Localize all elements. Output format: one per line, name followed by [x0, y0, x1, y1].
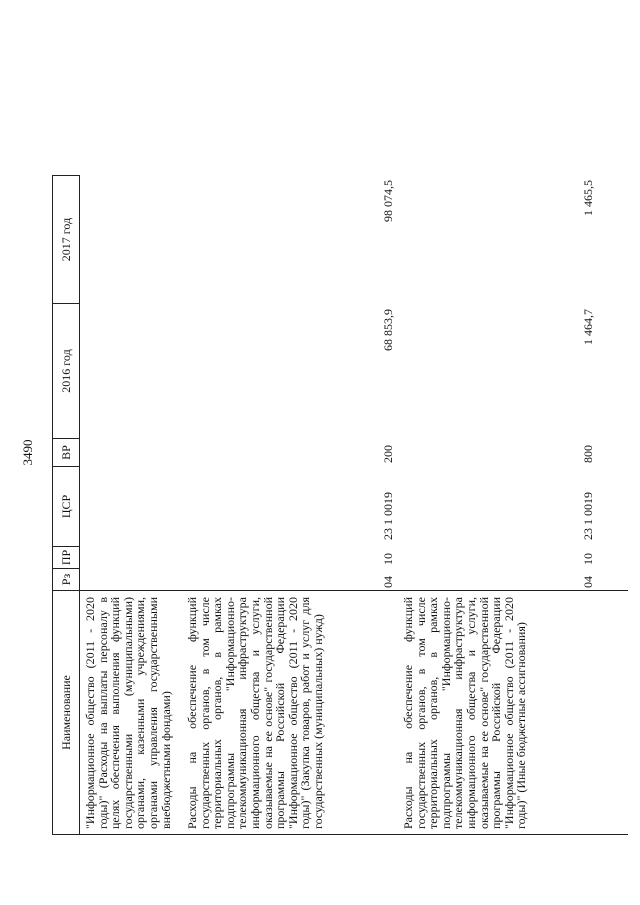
- header-vr: ВР: [52, 439, 80, 467]
- row-2-name: Расходы на обеспечение функций государственных органов, в том числе территориальных органов, в рамках подпрограммы "Информационно-телекоммуникационная инфраструктура информационного общества и услуги, оказываемые на ее основе" государственной программы Российской Федерации "Информационное общество (2011 - 2020 годы)" (Закупка товаров, работ и услуг для государственных (муниципальных) нужд): [185, 597, 325, 829]
- row-2-2017: 98 074,5: [381, 180, 395, 222]
- table-border-left: [52, 834, 628, 835]
- header-csr: ЦСР: [52, 467, 80, 547]
- row-3-2017: 1 465,5: [581, 180, 595, 216]
- row-3-name: Расходы на обеспечение функций государственных органов, в том числе территориальных органов, в рамках подпрограммы "Информационно-телекоммуникационная инфраструктура информационного общества и услуги, оказываемые на ее основе" государственной программы Российской Федерации "Информационное общество (2011 - 2020 годы)" (Иные бюджетные ассигнования): [401, 597, 529, 829]
- header-name: Наименование: [52, 591, 80, 835]
- row-3-2016: 1 464,7: [581, 309, 595, 345]
- row-2-vr: 200: [381, 445, 395, 463]
- header-rz: Рз: [52, 569, 80, 591]
- header-pr: ПР: [52, 547, 80, 569]
- row-3-pr: 10: [581, 553, 595, 565]
- row-2-pr: 10: [381, 553, 395, 565]
- row-3-vr: 800: [581, 445, 595, 463]
- page-number: 3490: [20, 439, 35, 466]
- row-2-csr: 23 1 0019: [381, 492, 395, 540]
- row-3-rz: 04: [581, 576, 595, 588]
- header-2017: 2017 год: [52, 175, 80, 304]
- table-border-name: [52, 590, 628, 591]
- header-2016: 2016 год: [52, 304, 80, 439]
- row-2-2016: 68 853,9: [381, 309, 395, 351]
- row-1-name: "Информационное общество (2011 - 2020 годы)" (Расходы на выплаты персоналу в целях обеспечения выполнения функций государственными (муниципальными) органами, казенными учреждениями, органами управления государственными внебюджетными фондами): [83, 597, 173, 829]
- row-3-csr: 23 1 0019: [581, 492, 595, 540]
- row-2-rz: 04: [381, 576, 395, 588]
